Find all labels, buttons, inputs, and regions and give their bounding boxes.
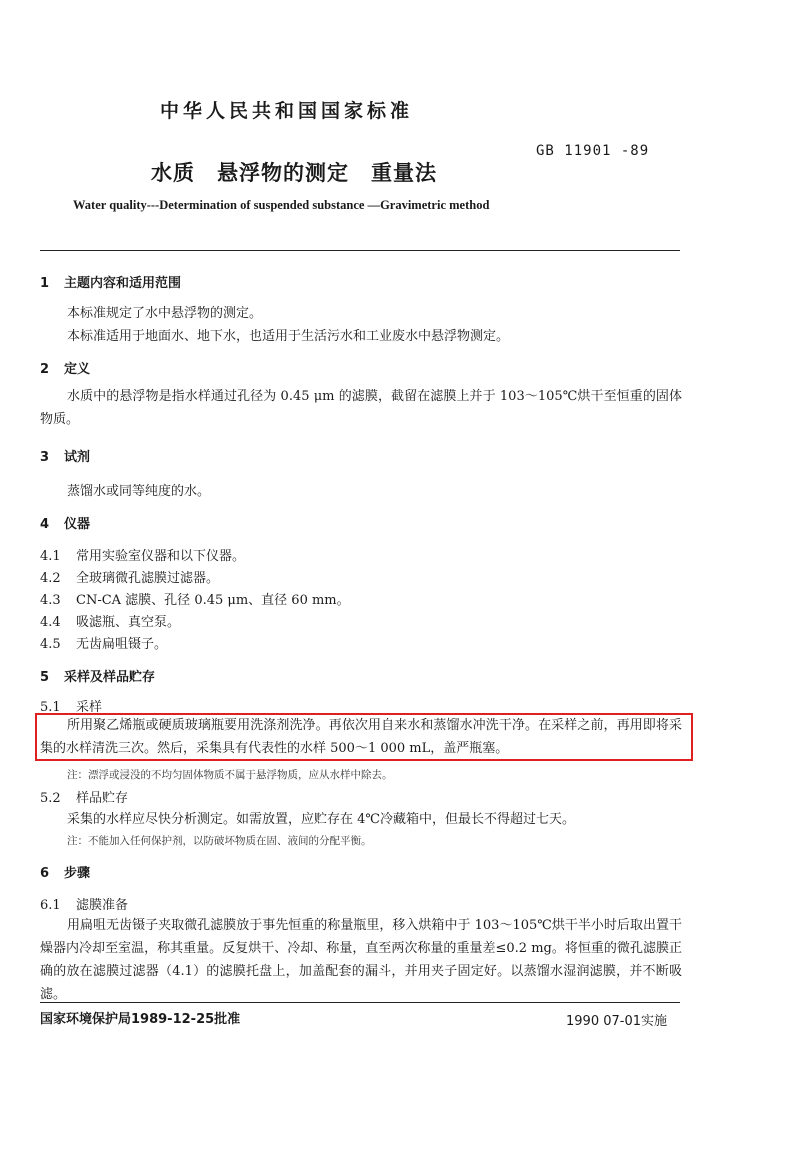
section-6-heading (40, 862, 90, 881)
subsection-title: 样品贮存 (76, 791, 129, 806)
subsection-number: 5.2 (40, 791, 61, 806)
section-1-heading (40, 272, 181, 291)
section-number: 1 (40, 276, 50, 291)
section-5-2-paragraph: 采集的水样应尽快分析测定。如需放置，应贮存在 4℃冷藏箱中，但最长不得超过七天。 (67, 812, 575, 827)
item-number: 4.2 (40, 571, 61, 586)
item-text: 吸滤瓶、真空泵。 (76, 615, 181, 630)
item-text: 无齿扁咀镊子。 (76, 637, 168, 652)
section-5-2-note: 注：不能加入任何保护剂，以防破坏物质在固、液间的分配平衡。 (67, 835, 372, 847)
footer-divider (40, 1002, 680, 1003)
header-divider (40, 250, 680, 251)
list-item (40, 633, 167, 652)
list-item (40, 611, 180, 630)
item-text: 全玻璃微孔滤膜过滤器。 (76, 571, 220, 586)
section-5-heading (40, 666, 155, 685)
title-chinese: 水质 悬浮物的测定 重量法 (151, 161, 437, 185)
section-title: 步骤 (64, 866, 91, 881)
issuing-organization: 中华人民共和国国家标准 (160, 100, 414, 122)
section-number: 6 (40, 866, 50, 881)
section-5-1-paragraph: 所用聚乙烯瓶或硬质玻璃瓶要用洗涤剂洗净。再依次用自来水和蒸馏水冲洗干净。在采样之前，再用即将采集的水样清洗三次。然后，采集具有代表性的水样 500～1 000 mL，盖严瓶塞。 (40, 718, 682, 756)
section-title: 仪器 (64, 517, 91, 532)
item-text: 常用实验室仪器和以下仪器。 (76, 549, 246, 564)
list-item (40, 545, 245, 564)
subsection-number: 6.1 (40, 898, 61, 913)
effective-date-line: 1990 07-01实施 (566, 1014, 667, 1029)
item-number: 4.4 (40, 615, 61, 630)
section-title: 试剂 (64, 450, 91, 465)
section-title: 定义 (64, 362, 91, 377)
section-3-paragraph: 蒸馏水或同等纯度的水。 (67, 484, 211, 499)
section-2-paragraph: 水质中的悬浮物是指水样通过孔径为 0.45 μm 的滤膜，截留在滤膜上并于 103～105℃烘干至恒重的固体物质。 (40, 389, 682, 427)
subsection-5-2-heading (40, 787, 128, 806)
subsection-number: 5.1 (40, 700, 61, 715)
standard-number: GB 11901 -89 (536, 143, 650, 159)
section-number: 4 (40, 517, 50, 532)
item-text: CN-CA 滤膜、孔径 0.45 μm、直径 60 mm。 (76, 593, 350, 608)
section-number: 5 (40, 670, 50, 685)
subsection-title: 滤膜准备 (76, 898, 129, 913)
subsection-6-1-heading (40, 894, 128, 913)
section-title: 采样及样品贮存 (64, 670, 156, 685)
item-number: 4.3 (40, 593, 61, 608)
section-title: 主题内容和适用范围 (64, 276, 182, 291)
section-1-paragraph-1: 本标准规定了水中悬浮物的测定。 (67, 306, 263, 321)
list-item (40, 589, 350, 608)
approval-line: 国家环境保护局1989-12-25批准 (40, 1012, 241, 1027)
section-1-paragraph-2: 本标准适用于地面水、地下水，也适用于生活污水和工业废水中悬浮物测定。 (67, 329, 510, 344)
section-number: 3 (40, 450, 50, 465)
item-number: 4.1 (40, 549, 61, 564)
section-3-heading (40, 446, 90, 465)
subsection-title: 采样 (76, 700, 103, 715)
section-5-1-note: 注：漂浮或浸没的不均匀固体物质不属于悬浮物质，应从水样中除去。 (67, 769, 393, 781)
section-2-heading (40, 358, 90, 377)
title-english: Water quality---Determination of suspended substance —Gravimetric method (73, 198, 490, 212)
item-number: 4.5 (40, 637, 61, 652)
section-4-heading (40, 513, 90, 532)
list-item (40, 567, 219, 586)
section-number: 2 (40, 362, 50, 377)
section-6-1-paragraph: 用扁咀无齿镊子夹取微孔滤膜放于事先恒重的称量瓶里，移入烘箱中于 103～105℃烘干半小时后取出置干燥器内冷却至室温，称其重量。反复烘干、冷却、称量，直至两次称量的重量差≤0.2 mg。将恒重的微孔滤膜正确的放在滤膜过滤器（4.1）的滤膜托盘上，加盖配套的漏斗，并用夹子固定好。以蒸馏水湿润滤膜，并不断吸滤。 (40, 918, 682, 1002)
